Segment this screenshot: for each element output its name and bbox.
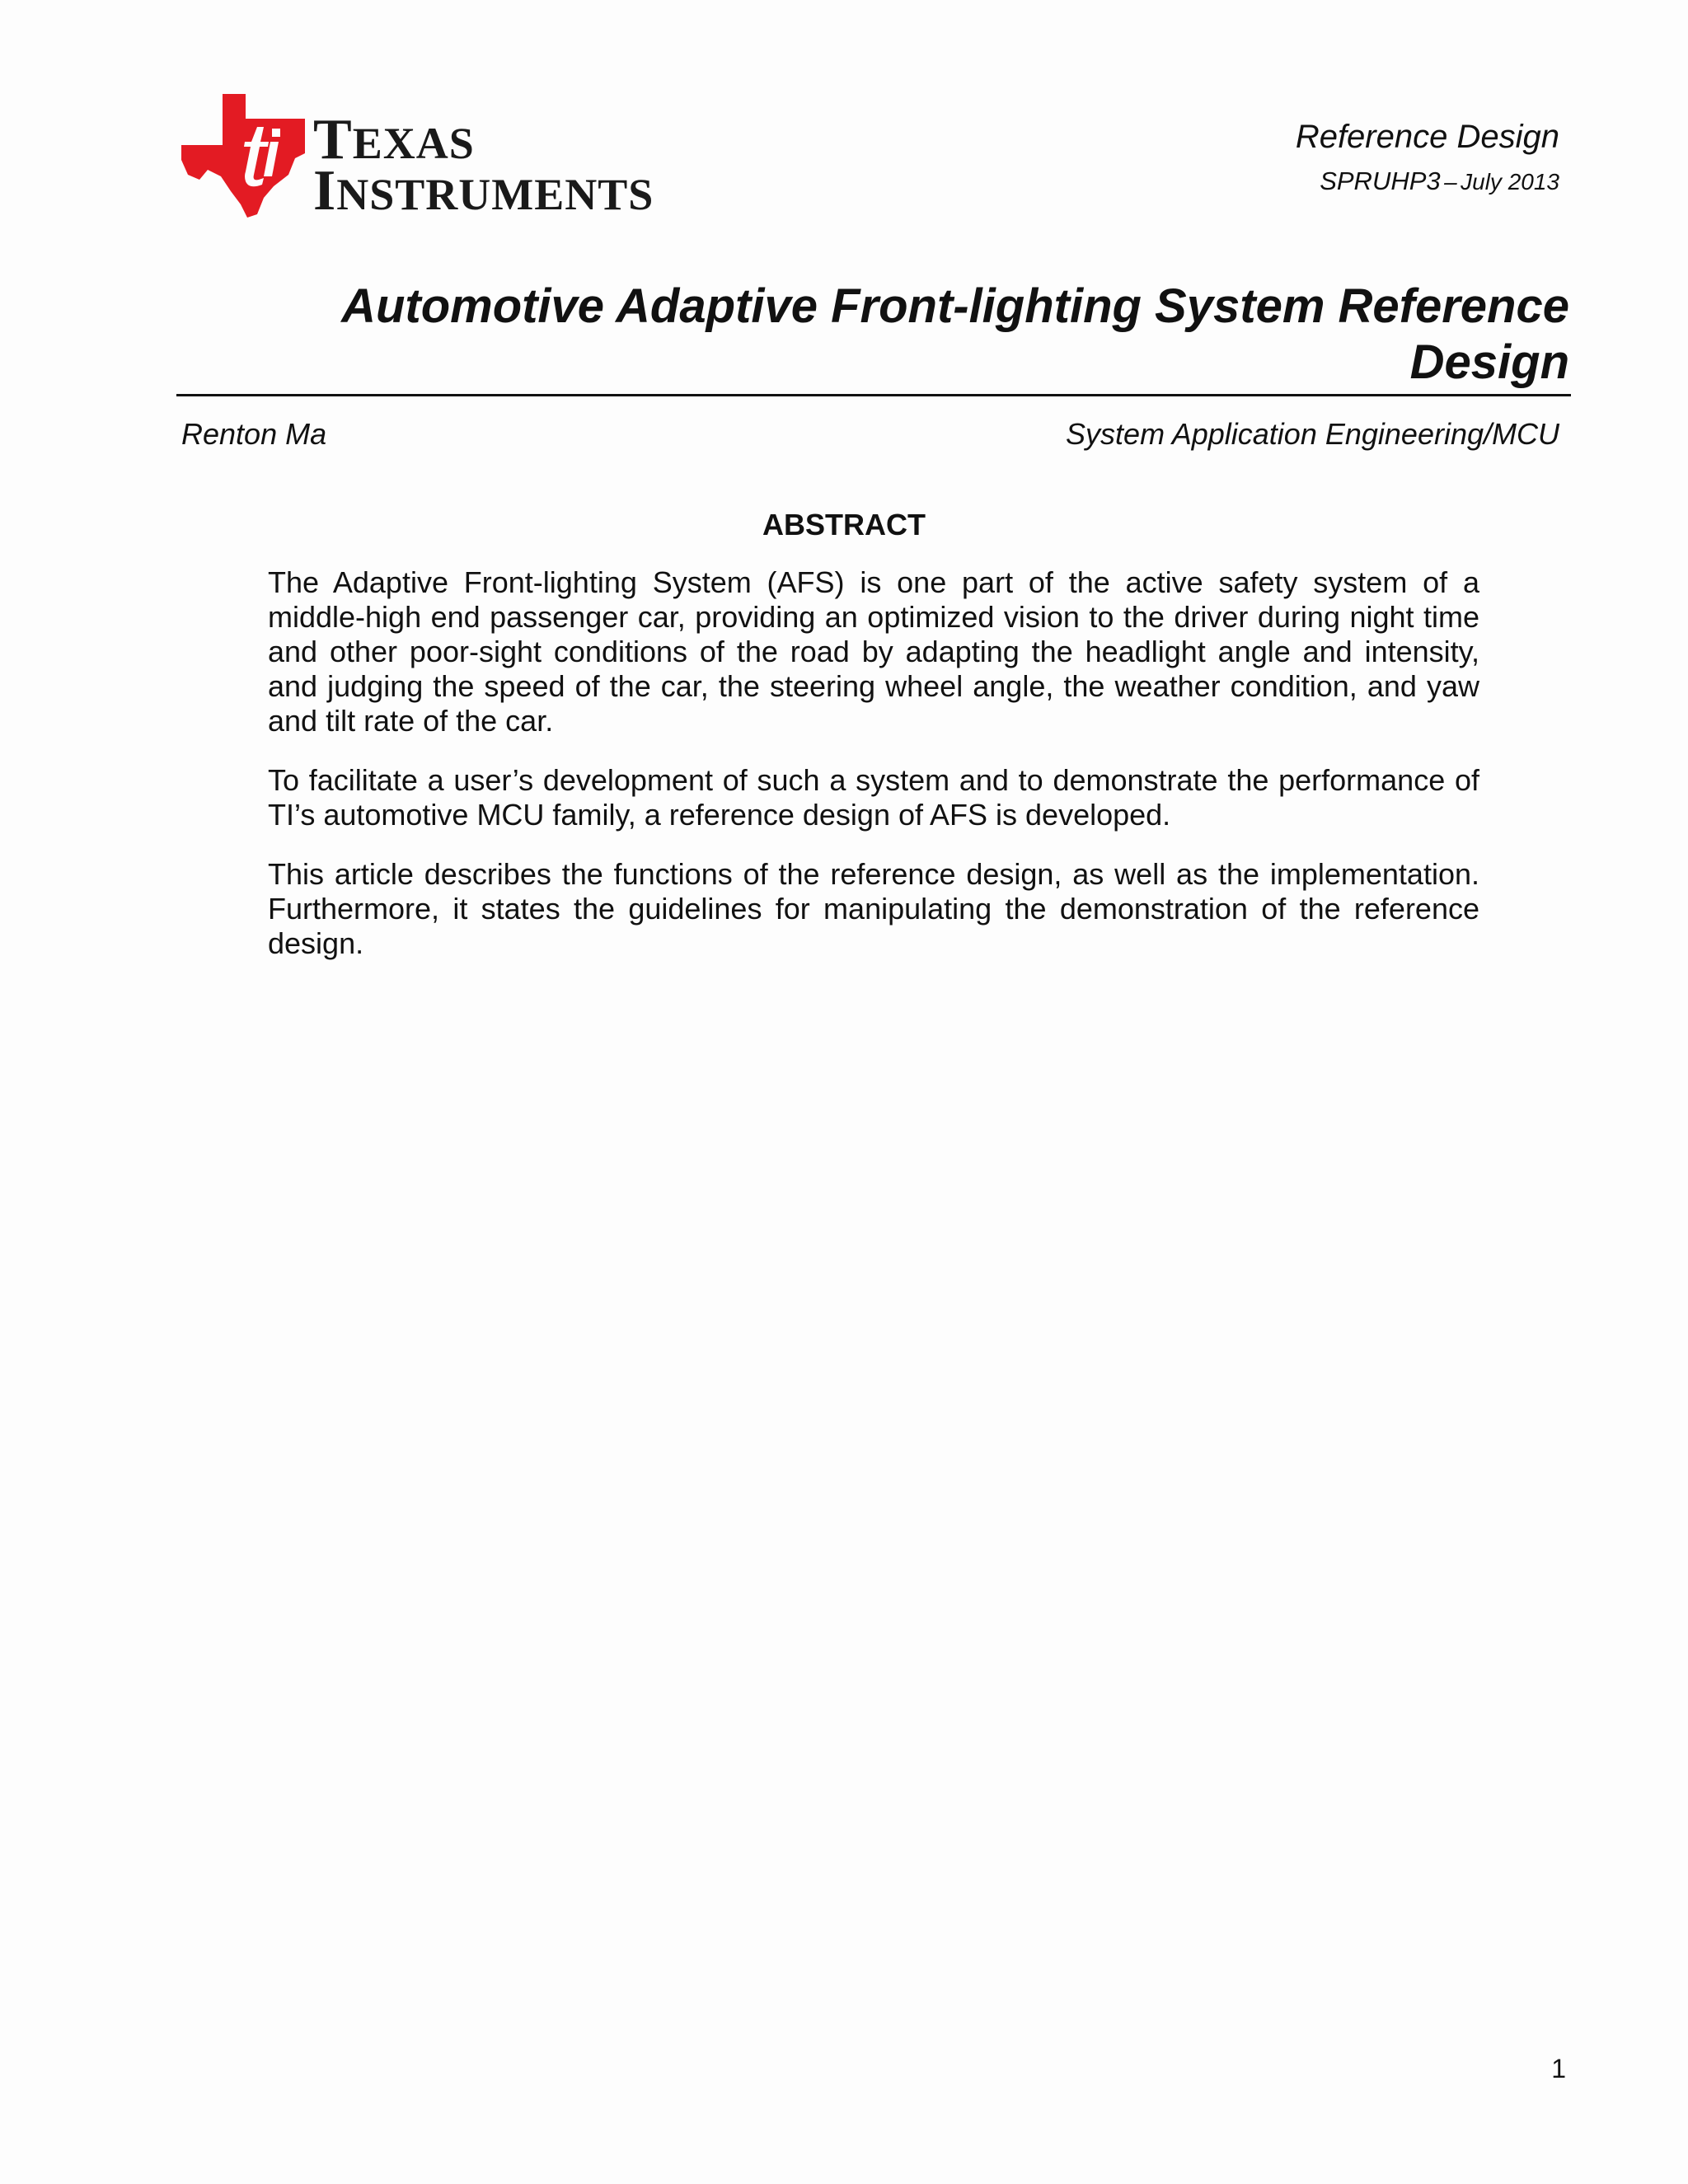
abstract-heading: ABSTRACT [762, 508, 926, 541]
abstract-body [268, 565, 1479, 986]
document-date: July 2013 [1461, 169, 1559, 194]
abstract-paragraph: The Adaptive Front-lighting System (AFS) is one part of the active safety system of a middle-high end passenger car, providing an optimized vision to the driver during night time and other poor-sight conditions of the road by adapting the headlight angle and intensity, and judging the speed of the car, the steering wheel angle, the weather condition, and yaw and tilt rate of the car. [268, 565, 1479, 738]
abstract-paragraph: To facilitate a user’s development of such a system and to demonstrate the performance of TI’s automotive MCU family, a reference design of AFS is developed. [268, 763, 1479, 832]
document-number: SPRUHP3 [1320, 166, 1441, 195]
page-number: 1 [1551, 2054, 1566, 2083]
document-title-line2: Design [1409, 335, 1569, 389]
author-name: Renton Ma [181, 417, 327, 451]
document-title [168, 279, 1569, 391]
document-id [1320, 166, 1559, 196]
document-id-separator: – [1444, 169, 1457, 194]
abstract-paragraph: This article describes the functions of the reference design, as well as the implementation. Furthermore, it states the guidelines for manipulating the demonstration of the reference design. [268, 857, 1479, 960]
author-department: System Application Engineering/MCU [1066, 417, 1559, 451]
company-logo [181, 94, 709, 226]
logo-word-instruments: INSTRUMENTS [313, 159, 654, 223]
document-type: Reference Design [1295, 119, 1559, 155]
logo-word-texas: TEXAS [313, 108, 475, 171]
document-title-line1: Automotive Adaptive Front-lighting System Reference [341, 279, 1569, 333]
texas-state-icon [181, 94, 305, 218]
title-divider [176, 394, 1571, 396]
